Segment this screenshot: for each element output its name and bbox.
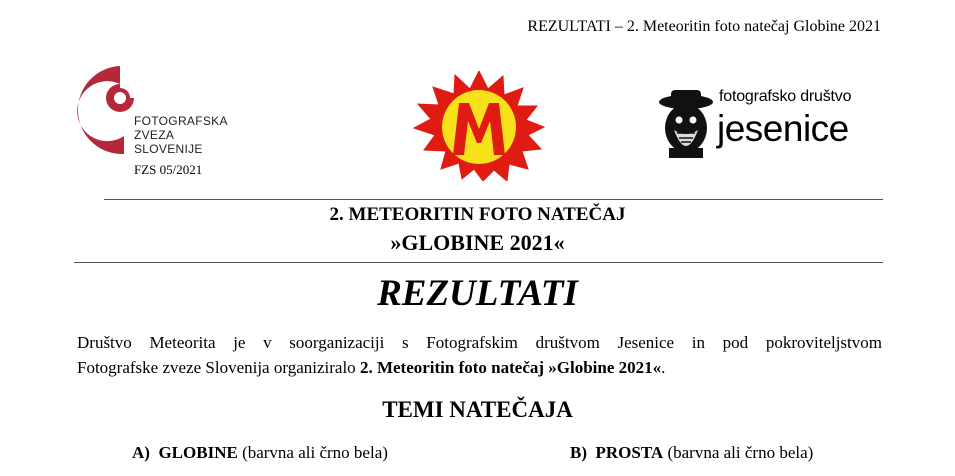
results-heading: REZULTATI [377, 273, 578, 314]
theme-desc: (barvna ali črno bela) [242, 443, 388, 462]
jesenice-hat-man-icon [657, 88, 715, 158]
intro-period: . [661, 358, 666, 377]
jesenice-logo-small-text: fotografsko društvo [719, 88, 852, 105]
theme-letter: B) [570, 443, 587, 462]
intro-text: Fotografske zveze Slovenija organiziralo [77, 358, 360, 377]
fzs-line: ZVEZA [134, 128, 175, 142]
running-header: REZULTATI – 2. Meteoritin foto natečaj Globine 2021 [527, 18, 881, 35]
fzs-line: SLOVENIJE [134, 142, 203, 156]
theme-name: PROSTA [595, 443, 664, 462]
divider-top [104, 199, 883, 200]
fzs-line: FOTOGRAFSKA [134, 114, 228, 128]
jesenice-logo-big-text: jesenice [717, 108, 849, 149]
intro-paragraph [77, 330, 882, 380]
theme-name: GLOBINE [158, 443, 238, 462]
divider-bottom [74, 262, 883, 263]
theme-letter: A) [132, 443, 150, 462]
themes-heading: TEMI NATEČAJA [382, 397, 573, 422]
intro-contest-name: 2. Meteoritin foto natečaj »Globine 2021« [359, 358, 662, 377]
contest-subtitle: »GLOBINE 2021« [390, 230, 565, 255]
theme-desc: (barvna ali črno bela) [667, 443, 814, 462]
contest-title: 2. METEORITIN FOTO NATEČAJ [329, 204, 626, 225]
theme-item [132, 443, 388, 463]
meteor-logo [410, 71, 548, 181]
intro-line-2 [77, 355, 882, 380]
meteor-disc [442, 90, 516, 164]
intro-line-1: Društvo Meteorita je v soorganizaciji s Fotografskim društvom Jesenice in pod pokroviteljstvom [77, 333, 882, 352]
fzs-logo-text [134, 114, 228, 156]
fzs-code: FZS 05/2021 [134, 162, 203, 177]
theme-item [570, 443, 813, 463]
